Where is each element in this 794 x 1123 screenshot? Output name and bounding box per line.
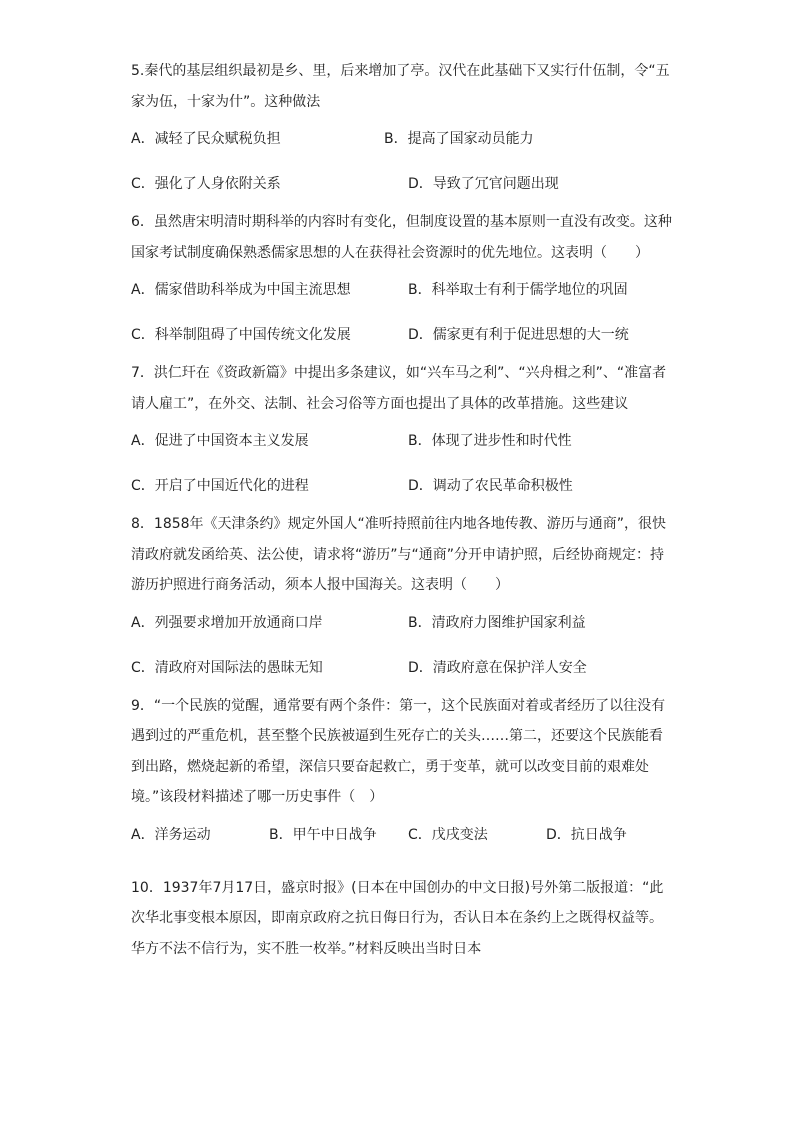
- option-c[interactable]: C．开启了中国近代化的进程: [131, 478, 309, 494]
- option-d[interactable]: D．导致了冗官问题出现: [408, 176, 559, 192]
- question-stem: 5.秦代的基层组织最初是乡、里，后来增加了亭。汉代在此基础下又实行什伍制，令“五家为伍，十家为什”。这种做法: [131, 63, 670, 110]
- option-c[interactable]: C．清政府对国际法的愚昧无知: [131, 659, 323, 676]
- question-8: [131, 509, 676, 691]
- question-9: [131, 691, 676, 858]
- option-d[interactable]: D．抗日战争: [546, 826, 627, 843]
- question-stem: 8．1858年《天津条约》规定外国人“准听持照前往内地各地传教、游历与通商”，很快清政府就发函给英、法公使，请求将“游历”与“通商”分开申请护照，后经协商规定：持游历护照进行商务活动，须本人报中国海关。这表明（ ）: [131, 516, 667, 593]
- option-b[interactable]: B．提高了国家动员能力: [384, 131, 534, 147]
- option-a[interactable]: A．洋务运动: [131, 826, 211, 843]
- option-d[interactable]: D．儒家更有利于促进思想的大一统: [408, 327, 629, 343]
- option-b[interactable]: B．清政府力图维护国家利益: [408, 614, 586, 631]
- question-stem: 10．1937年7月17日，盛京时报》(日本在中国创办的中文日报)号外第二版报道：“此次华北事变根本原因，即南京政府之抗日侮日行为，否认日本在条约上之既得权益等。华方不法不信行为，实不胜一枚举。”材料反映出当时日本: [131, 879, 664, 957]
- question-6: [131, 207, 676, 358]
- option-a[interactable]: A．列强要求增加开放通商口岸: [131, 614, 323, 631]
- option-a[interactable]: A．儒家借助科举成为中国主流思想: [131, 282, 351, 298]
- option-b[interactable]: B．甲午中日战争: [269, 826, 377, 843]
- option-c[interactable]: C．戊戌变法: [408, 826, 488, 843]
- option-c[interactable]: C．强化了人身依附关系: [131, 176, 281, 192]
- question-5: [131, 56, 676, 207]
- option-b[interactable]: B．体现了进步性和时代性: [408, 433, 572, 449]
- question-7: [131, 358, 676, 509]
- option-a[interactable]: A．促进了中国资本主义发展: [131, 433, 309, 449]
- option-b[interactable]: B．科举取士有利于儒学地位的巩固: [408, 282, 628, 298]
- question-stem: 9．“一个民族的觉醒，通常要有两个条件：第一，这个民族面对着或者经历了以往没有遇到过的严重危机，甚至整个民族被逼到生死存亡的关头……第二，还要这个民族能看到出路，燃烧起新的希望，深信只要奋起救亡，勇于变革，就可以改变目前的艰难处境。”该段材料描述了哪一历史事件（ ）: [131, 697, 666, 805]
- question-list: [131, 56, 676, 964]
- option-d[interactable]: D．调动了农民革命积极性: [408, 478, 573, 494]
- option-c[interactable]: C．科举制阻碍了中国传统文化发展: [131, 327, 351, 343]
- question-stem: 7．洪仁玕在《资政新篇》中提出多条建议，如“兴车马之利”、“兴舟楫之利”、“准富者请人雇工”，在外交、法制、社会习俗等方面也提出了具体的改革措施。这些建议: [131, 365, 667, 412]
- question-stem: 6．虽然唐宋明清时期科举的内容时有变化，但制度设置的基本原则一直没有改变。这种国家考试制度确保熟悉儒家思想的人在获得社会资源时的优先地位。这表明（ ）: [131, 214, 672, 261]
- question-10: [131, 858, 676, 965]
- option-a[interactable]: A．减轻了民众赋税负担: [131, 131, 281, 147]
- option-d[interactable]: D．清政府意在保护洋人安全: [408, 659, 587, 676]
